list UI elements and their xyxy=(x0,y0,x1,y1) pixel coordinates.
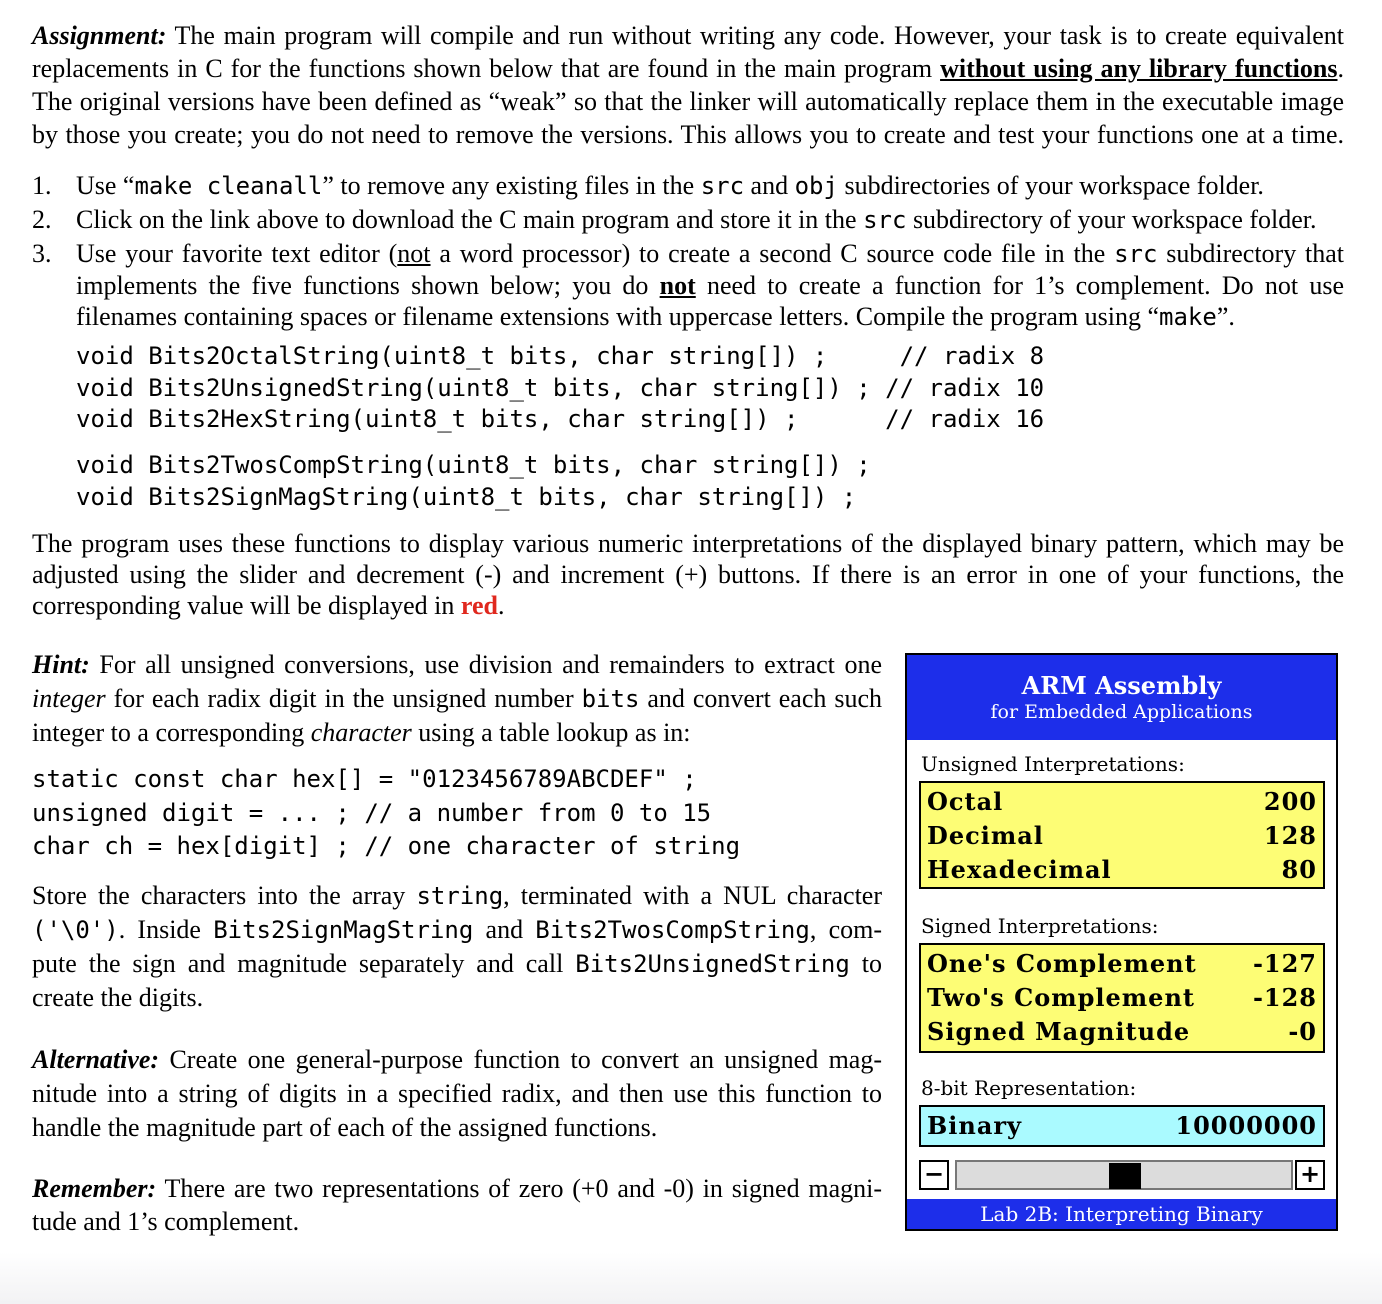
function-prototypes xyxy=(76,341,1044,436)
code-line: char ch = hex[digit] ; // one character of string xyxy=(32,832,741,860)
slider-track[interactable] xyxy=(955,1160,1293,1190)
signed-row: Signed Magnitude -0 xyxy=(927,1017,1317,1046)
remember-paragraph: Remember: There are two representations of zero (+0 and -0) in signed magni- tude and 1’s complement. xyxy=(32,1174,882,1236)
slider-thumb[interactable] xyxy=(1109,1163,1141,1189)
binary-interpreter-panel xyxy=(905,653,1338,1231)
binary-value: 10000000 xyxy=(1175,1111,1317,1140)
signed-row: One's Complement -127 xyxy=(927,949,1317,978)
code-line: void Bits2UnsignedString(uint8_t bits, char string[]) ; // radix 10 xyxy=(76,373,1045,402)
assignment-paragraph: Assignment: The main program will compile and run without writing any code. However, your task is to create equivalent replacements in C for the functions shown below that are found in the main program without using any library functions. The original versions have been defined as “weak” so that the linker will automatically replace them in the executable image by those you create; you do not need to remove the versions. This allows you to create and test your functions one at a time. xyxy=(32,21,1345,149)
decrement-button[interactable]: − xyxy=(919,1160,949,1190)
panel-footer: Lab 2B: Interpreting Binary xyxy=(907,1199,1336,1229)
representation-section-label: 8-bit Representation: xyxy=(921,1076,1137,1100)
list-item: 1. Use “make cleanall” to remove any existing files in the src and obj subdirectories of your workspace folder. xyxy=(32,171,1264,200)
signed-values-box xyxy=(919,943,1325,1053)
program-paragraph: The program uses these functions to display various numeric interpretations of the displayed binary pattern, which may be adjusted using the slider and decrement (-) and increment (+) buttons. If there is an error in one of your functions, the corresponding value will be displayed in red. xyxy=(32,529,1344,620)
hint-paragraph: Hint: For all unsigned conversions, use division and remainders to extract one integer for each radix digit in the unsigned number bits and convert each such integer to a corresponding character using a table lookup as in: xyxy=(32,650,882,747)
red-word: red xyxy=(460,591,498,620)
no-library-emphasis: without using any library functions xyxy=(940,54,1338,83)
signed-row: Two's Complement -128 xyxy=(927,983,1317,1012)
code-line: void Bits2TwosCompString(uint8_t bits, char string[]) ; xyxy=(76,451,871,479)
code-line: unsigned digit = ... ; // a number from 0 to 15 xyxy=(32,798,712,827)
signed-section-label: Signed Interpretations: xyxy=(921,914,1159,938)
bits-slider xyxy=(919,1160,1325,1194)
code-line: void Bits2HexString(uint8_t bits, char string[]) ; // radix 16 xyxy=(76,405,1045,433)
unsigned-row: Decimal 128 xyxy=(927,821,1317,850)
unsigned-row: Hexadecimal 80 xyxy=(927,855,1317,884)
panel-title: ARM Assembly xyxy=(1021,671,1222,700)
page-footer-gradient xyxy=(0,1252,1382,1304)
code-line: void Bits2OctalString(uint8_t bits, char string[]) ; // radix 8 xyxy=(76,342,1045,370)
signed-function-prototypes xyxy=(76,450,871,513)
binary-box xyxy=(919,1105,1325,1147)
code-line: void Bits2SignMagString(uint8_t bits, char string[]) ; xyxy=(76,482,857,511)
increment-button[interactable]: + xyxy=(1295,1160,1325,1190)
binary-label: Binary xyxy=(927,1111,1022,1140)
panel-header xyxy=(907,655,1336,740)
steps-list xyxy=(32,170,1344,333)
store-paragraph: Store the characters into the array string, terminated with a NUL character ('\0'). Inside Bits2SignMagString and Bits2TwosCompString, com- pute the sign and magnitude separately and call Bits2UnsignedString to create the digits. xyxy=(32,881,882,1012)
list-item: 2. Click on the link above to download the C main program and store it in the src subdirectory of your workspace folder. xyxy=(32,205,1317,234)
alternative-paragraph: Alternative: Create one general-purpose function to convert an unsigned mag- nitude into a string of digits in a specified radix, and then use this function to handle the magnitude part of each of the assigned functions. xyxy=(32,1045,882,1142)
unsigned-section-label: Unsigned Interpretations: xyxy=(921,752,1185,776)
code-line: static const char hex[] = "0123456789ABCDEF" ; xyxy=(32,765,697,793)
unsigned-values-box xyxy=(919,781,1325,889)
hint-code xyxy=(32,763,740,864)
assignment-label: Assignment: xyxy=(32,21,167,50)
panel-subtitle: for Embedded Applications xyxy=(990,701,1253,723)
list-item: 3. Use your favorite text editor (not a word processor) to create a second C source code file in the src subdirectory that implements the five functions shown below; you do not need to create a function for 1’s complement. Do not use filenames containing spaces or filename extensions with uppercase letters. Compile the program using “make”. xyxy=(32,239,1345,331)
unsigned-row: Octal 200 xyxy=(927,787,1317,816)
